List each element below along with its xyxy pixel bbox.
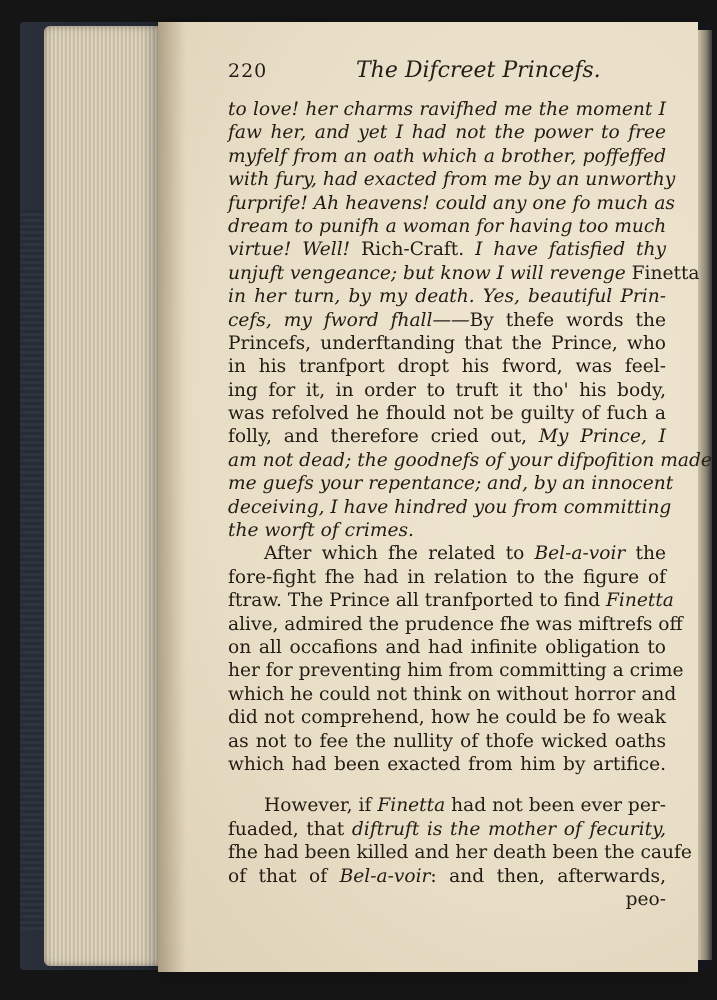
text-line [228, 145, 666, 168]
text-line [228, 309, 666, 332]
running-title: The Difcreet Princefs. [356, 58, 601, 83]
paragraph-gap [228, 776, 666, 794]
italic-run: am not dead; the goodnefs of your difpofition made [228, 449, 712, 471]
italic-run: Finetta [377, 795, 446, 817]
gutter-shadow [158, 22, 186, 972]
roman-run: Rich-Craft. [350, 239, 476, 261]
roman-run: did not comprehend, how he could be fo weak [228, 707, 666, 729]
page-fore-edge [698, 30, 712, 960]
text-line [228, 613, 683, 636]
italic-run: faw her, and yet I had not the power to free [228, 122, 666, 144]
roman-run: folly, and therefore cried out, [228, 426, 539, 448]
roman-run: which had been exacted from him by artifice. [228, 753, 666, 775]
roman-run: fore-fight fhe had in relation to the figure of [228, 566, 666, 588]
text-line [228, 425, 666, 448]
text-line [228, 215, 666, 238]
roman-run: ing for it, in order to truft it tho' his body, [228, 379, 666, 401]
text-line [228, 659, 684, 682]
text-line [228, 192, 675, 215]
italic-run: deceiving, I have hindred you from committing [228, 496, 672, 518]
italic-run: Finetta [606, 590, 674, 612]
italic-run: cefs, my fword fhall—— [228, 309, 470, 331]
page-number: 220 [228, 60, 268, 82]
text-line [228, 496, 672, 519]
text-line [228, 262, 700, 285]
roman-run: of that of [228, 865, 340, 887]
text-line [228, 168, 676, 191]
text-line [228, 355, 666, 378]
italic-run: Bel-a-voir [339, 865, 431, 887]
text-line [228, 98, 666, 121]
roman-run: By thefe words the [469, 309, 666, 331]
text-line [228, 238, 666, 261]
roman-run: Finetta [625, 262, 700, 284]
roman-run: the [625, 543, 666, 565]
italic-run: I have fatisfied thy [475, 239, 666, 261]
roman-run: fuaded, that [228, 818, 352, 840]
text-line [228, 841, 692, 864]
roman-run: was refolved he fhould not be guilty of fuch a [228, 403, 666, 425]
roman-run: After which fhe related to [264, 543, 535, 565]
paragraph-2 [228, 542, 684, 776]
text-line [228, 753, 666, 776]
italic-run: to love! her charms ravifhed me the moment I [228, 99, 666, 120]
italic-run: myfelf from an oath which a brother, poffeffed [228, 145, 666, 167]
roman-run: : and then, afterwards, [430, 865, 667, 887]
italic-run: the worft of crimes. [228, 520, 414, 542]
text-line [228, 542, 666, 565]
italic-run: diftruft is the mother of fecurity, [351, 818, 666, 840]
catchword: peo- [625, 888, 666, 910]
roman-run: as not to fee the nullity of thofe wicked oaths [228, 730, 666, 752]
text-line [228, 519, 666, 542]
text-line [228, 449, 712, 472]
roman-run: had not been ever per- [445, 795, 666, 817]
page-header [228, 58, 668, 92]
italic-run: unjuft vengeance; but know I will revenge [228, 262, 626, 284]
text-line [228, 285, 666, 308]
text-line [228, 472, 674, 495]
text-line [228, 121, 666, 144]
text-line [228, 402, 666, 425]
roman-run: in his tranfport dropt his fword, was feel- [228, 356, 666, 378]
roman-run: on all occafions and had infinite obligation to [228, 636, 666, 658]
body-text [228, 98, 712, 911]
roman-run: Princefs, underftanding that the Prince, who [228, 332, 666, 354]
text-line [228, 566, 666, 589]
text-line [228, 683, 677, 706]
roman-run: ftraw. The Prince all tranfported to find [228, 590, 607, 612]
italic-run: virtue! Well! [228, 239, 351, 261]
italic-run: me guefs your repentance; and, by an innocent [228, 473, 674, 495]
page-stack-edges [44, 26, 164, 966]
italic-run: Bel-a-voir [534, 543, 626, 565]
text-line [228, 379, 666, 402]
italic-run: in her turn, by my death. Yes, beautiful Prin- [228, 286, 666, 308]
text-line [228, 794, 666, 817]
text-line [228, 730, 666, 753]
text-line [228, 865, 666, 888]
italic-run: with fury, had exacted from me by an unworthy [228, 169, 676, 191]
roman-run: fhe had been killed and her death been the caufe [228, 842, 692, 864]
roman-run: alive, admired the prudence fhe was miftrefs off [228, 613, 683, 635]
paragraph-3 [228, 794, 692, 888]
italic-run: dream to punifh a woman for having too much [228, 215, 667, 237]
roman-run: which he could not think on without horror and [228, 683, 677, 705]
roman-run: her for preventing him from committing a crime [228, 660, 684, 682]
text-line [228, 332, 666, 355]
paragraph-1 [228, 98, 712, 542]
text-line [228, 706, 666, 729]
italic-run: My Prince, I [538, 426, 667, 448]
roman-run: However, if [264, 795, 378, 817]
text-line [228, 589, 674, 612]
italic-run: furprife! Ah heavens! could any one fo much as [228, 192, 675, 214]
text-line [228, 818, 666, 841]
text-line [228, 636, 666, 659]
